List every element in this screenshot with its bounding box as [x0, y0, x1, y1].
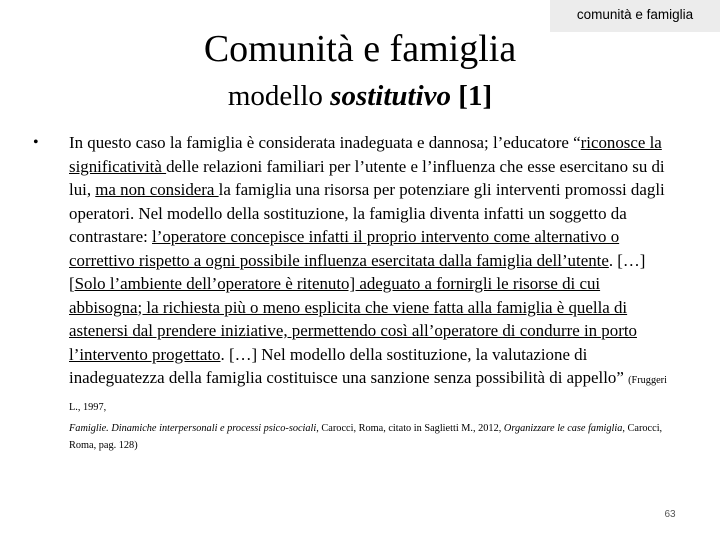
slide-title: Comunità e famiglia [203, 28, 517, 70]
citation-title-2: Organizzare le case famiglia [503, 423, 623, 434]
page-number: 63 [664, 509, 676, 520]
citation-block [69, 420, 667, 454]
text-segment: In questo caso la famiglia è considerata inadeguata e dannosa; l’educatore “ [69, 133, 581, 152]
text-segment: . […] Nel modello della sostituzione, la valutazione di inadeguatezza della famiglia costituisce una sanzione senza possibilità di appello” [69, 344, 629, 387]
underlined-segment: ma non considera [95, 180, 219, 199]
slide-subtitle [0, 78, 720, 114]
citation-start: (Fruggeri L., 1997, [69, 375, 667, 413]
underlined-segment: l’operatore concepisce infatti il proprio intervento come alternativo o correttivo rispetto a ogni possibile influenza esercitata dalla famiglia dell’utente [69, 227, 620, 270]
subtitle-reference: [1] [451, 80, 493, 112]
subtitle-emphasis: sostitutivo [330, 80, 452, 112]
citation-title-1: Famiglie. Dinamiche interpersonali e processi psico-sociali [69, 423, 317, 434]
subtitle-plain: modello [227, 80, 331, 112]
text-segment: delle relazioni familiari per l’utente e l’influenza che esse esercitano su di lui, [69, 156, 665, 199]
citation-text: , Carocci, Roma, pag. 128) [69, 423, 663, 451]
underlined-segment: Solo l’ambiente dell’operatore è ritenuto] adeguato a fornirgli le risorse di cui abbisogna; la richiesta più o meno esplicita che viene fatta alla famiglia è quella di astenersi dal prendere iniziative, permettendo così all’operatore di condurre in porto l’intervento progettato [69, 274, 637, 364]
text-segment: la famiglia una risorsa per potenziare gli interventi promossi dagli operatori. Nel modello della sostituzione, la famiglia diventa infatti un soggetto da contrastare: [69, 180, 665, 246]
citation-text: , Carocci, Roma, citato in Saglietti M., 2012, [316, 423, 504, 434]
section-header-tag: comunità e famiglia [550, 0, 720, 32]
underlined-segment: riconosce la significatività [69, 133, 662, 176]
bullet-body-text [69, 131, 667, 454]
bullet-marker: • [33, 134, 39, 151]
text-segment: . […] [ [69, 250, 646, 293]
